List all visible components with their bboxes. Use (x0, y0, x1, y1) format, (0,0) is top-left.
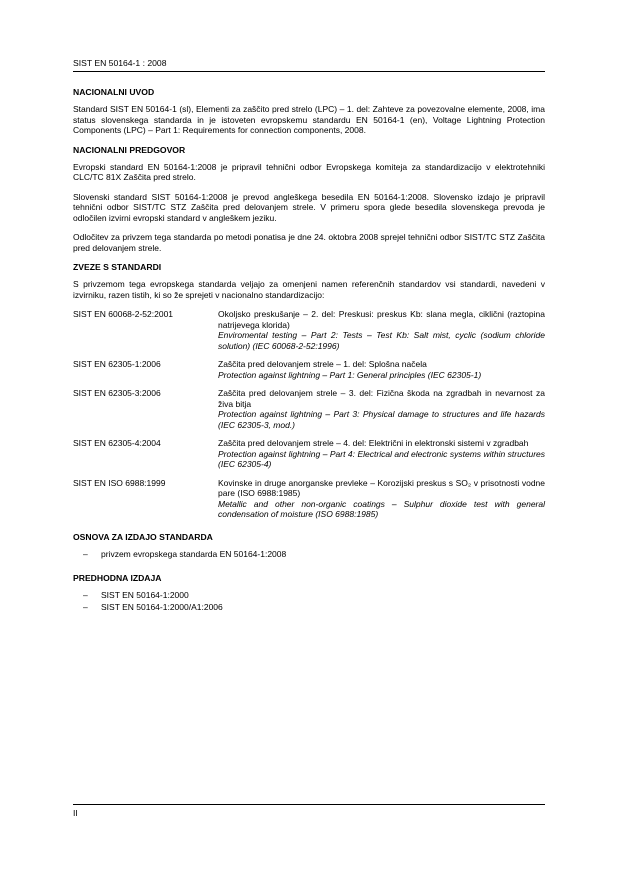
osnova-list (73, 549, 545, 560)
dash-bullet: – (83, 548, 88, 559)
dash-bullet: – (83, 601, 88, 612)
nacionalni-uvod-text: Standard SIST EN 50164-1 (sl), Elementi za zaščito pred strelo (LPC) – 1. del: Zahteve za povezovalne elemente, 2008, ima status slovenskega standarda in je istoveten evropskemu standardu EN 50164-1 (en), Voltage Lightning Protection Components (LPC) – Part 1: Requirements for connection components, 2008. (73, 104, 545, 135)
reference-title-en: Protection against lightning – Part 3: Physical damage to structures and life hazards (IEC 62305-3, mod.) (218, 409, 545, 430)
section-title-nacionalni-uvod: NACIONALNI UVOD (73, 87, 155, 97)
header-rule (73, 71, 545, 72)
reference-code: SIST EN 62305-3:2006 (73, 388, 161, 398)
reference-title-sl: Okoljsko preskušanje – 2. del: Preskusi: preskus Kb: slana megla, ciklični (raztopina natrijevega klorida) (218, 309, 545, 330)
reference-title-en: Enviromental testing – Part 2: Tests – Test Kb: Salt mist, cyclic (sodium chloride solution) (IEC 60068-2-52:1996) (218, 330, 545, 351)
reference-title-sl: Zaščita pred delovanjem strele – 3. del: Fizična škoda na zgradbah in nevarnost za živa bitja (218, 388, 545, 409)
predgovor-paragraph: Slovenski standard SIST 50164-1:2008 je prevod angleškega besedila EN 50164-1:2008. Slovensko izdajo je pripravil tehnični odbor SIST/TC STZ Zaščita pred delovanjem strele. V primeru spora glede besedila slovenskega prevoda je odločilen izvirni evropski standard v angleškem jeziku. (73, 191, 545, 223)
reference-row (73, 438, 545, 470)
section-title-zveze: ZVEZE S STANDARDI (73, 262, 162, 272)
reference-description (218, 438, 545, 470)
reference-row (73, 359, 545, 380)
list-item (73, 590, 545, 601)
section-title-osnova: OSNOVA ZA IZDAJO STANDARDA (73, 531, 213, 542)
page-number: II (73, 808, 78, 818)
reference-description (218, 478, 545, 520)
reference-code: SIST EN 62305-4:2004 (73, 438, 161, 448)
reference-description (218, 388, 545, 430)
reference-description (218, 309, 545, 351)
reference-row (73, 309, 545, 351)
reference-code: SIST EN ISO 6988:1999 (73, 477, 166, 488)
list-item-text: SIST EN 50164-1:2000 (101, 590, 189, 600)
footer-rule (73, 804, 545, 805)
reference-row (73, 478, 545, 520)
reference-row (73, 388, 545, 430)
predhodna-list (73, 590, 545, 612)
reference-code: SIST EN 62305-1:2006 (73, 359, 161, 369)
reference-title-sl: Zaščita pred delovanjem strele – 4. del: Električni in elektronski sistemi v zgradbah (218, 438, 529, 448)
list-item (73, 549, 545, 560)
dash-bullet: – (83, 590, 88, 600)
section-title-predhodna: PREDHODNA IZDAJA (73, 573, 162, 583)
list-item-text: SIST EN 50164-1:2000/A1:2006 (101, 601, 223, 612)
header-doc-id: SIST EN 50164-1 : 2008 (73, 58, 167, 68)
reference-title-en: Protection against lightning – Part 1: General principles (IEC 62305-1) (218, 369, 482, 380)
reference-title-en: Metallic and other non-organic coatings – Sulphur dioxide test with general condensation of moisture (ISO 6988:1985) (218, 498, 545, 519)
reference-title-en: Protection against lightning – Part 4: Electrical and electronic systems within structures (IEC 62305-4) (218, 448, 545, 469)
predgovor-paragraph: Evropski standard EN 50164-1:2008 je pripravil tehnični odbor Evropskega komiteja za standardizacijo v elektrotehniki CLC/TC 81X Zaščita pred strelo. (73, 161, 545, 182)
zveze-intro: S privzemom tega evropskega standarda veljajo za omenjeni namen referenčnih standardov vsi standardi, navedeni v izvirniku, razen tistih, ki so že sprejeti v nacionalno standardizacijo: (73, 279, 545, 300)
reference-title-sl: Kovinske in druge anorganske prevleke – Korozijski preskus s SO₂ v prisotnosti vodne pare (ISO 6988:1985) (218, 477, 545, 498)
content (73, 87, 545, 626)
section-title-nacionalni-predgovor: NACIONALNI PREDGOVOR (73, 144, 186, 155)
reference-code: SIST EN 60068-2-52:2001 (73, 309, 174, 319)
list-item (73, 602, 545, 613)
reference-description (218, 359, 545, 380)
reference-title-sl: Zaščita pred delovanjem strele – 1. del: Splošna načela (218, 359, 427, 369)
list-item-text: privzem evropskega standarda EN 50164-1:2008 (101, 548, 287, 559)
predgovor-paragraph: Odločitev za privzem tega standarda po metodi ponatisa je dne 24. oktobra 2008 sprejel tehnični odbor SIST/TC STZ Zaščita pred delovanjem strele. (73, 232, 545, 253)
reference-list (73, 309, 545, 520)
